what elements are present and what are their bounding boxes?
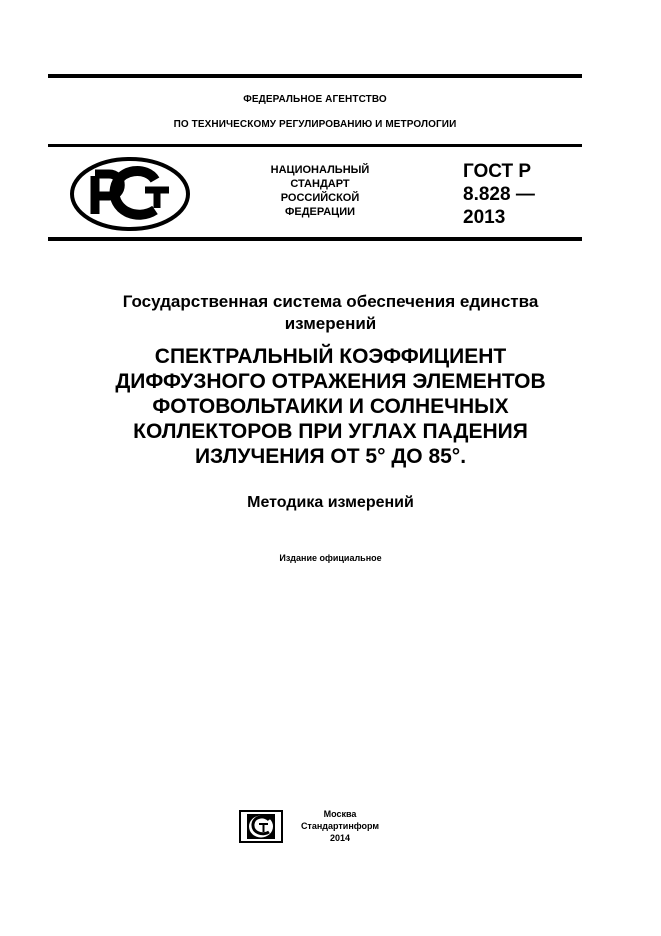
publisher-city: Москва xyxy=(323,809,357,819)
title-line: ИЗЛУЧЕНИЯ ОТ 5° ДО 85°. xyxy=(194,445,467,468)
designation-line: ГОСТ Р xyxy=(463,161,532,182)
header-bottom-rule xyxy=(48,237,582,241)
top-rule xyxy=(48,74,582,78)
agency-line-2: ПО ТЕХНИЧЕСКОМУ РЕГУЛИРОВАНИЮ И МЕТРОЛОГИИ xyxy=(173,119,457,130)
title-line: КОЛЛЕКТОРОВ ПРИ УГЛАХ ПАДЕНИЯ xyxy=(133,420,528,443)
publication-year: 2014 xyxy=(329,833,351,843)
publisher-block xyxy=(290,808,390,844)
natstd-line: РОССИЙСКОЙ xyxy=(280,192,360,204)
system-title xyxy=(40,291,621,335)
natstd-line: НАЦИОНАЛЬНЫЙ xyxy=(270,164,370,176)
title-line: ФОТОВОЛЬТАИКИ И СОЛНЕЧНЫХ xyxy=(152,395,509,418)
method-subtitle: Методика измерений xyxy=(247,494,414,511)
title-line: ДИФФУЗНОГО ОТРАЖЕНИЯ ЭЛЕМЕНТОВ xyxy=(115,370,546,393)
edition-note: Издание официальное xyxy=(279,553,382,563)
title-line: СПЕКТРАЛЬНЫЙ КОЭФФИЦИЕНТ xyxy=(154,345,507,368)
standard-designation xyxy=(463,160,535,229)
system-title-line: измерений xyxy=(284,314,377,333)
system-title-line: Государственная система обеспечения единства xyxy=(122,292,539,311)
header-top-rule xyxy=(48,144,582,147)
document-title xyxy=(40,344,621,469)
rst-conformity-mark-icon xyxy=(69,156,191,232)
publisher-name: Стандартинформ xyxy=(300,821,380,831)
designation-line: 2013 xyxy=(463,207,506,228)
agency-line-1: ФЕДЕРАЛЬНОЕ АГЕНТСТВО xyxy=(243,94,387,105)
standartinform-logo-icon xyxy=(239,810,283,843)
natstd-line: ФЕДЕРАЦИИ xyxy=(284,206,356,218)
natstd-line: СТАНДАРТ xyxy=(290,178,350,190)
national-standard-label xyxy=(240,163,400,219)
designation-line: 8.828 — xyxy=(463,184,535,205)
